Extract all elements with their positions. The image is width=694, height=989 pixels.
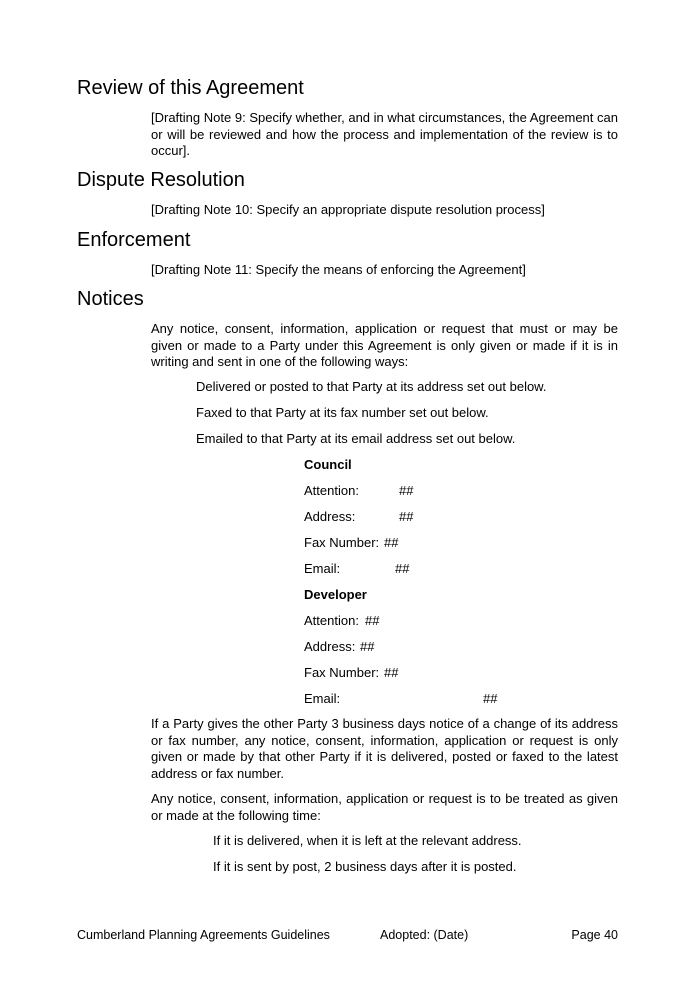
- notices-intro: Any notice, consent, information, application or request that must or may be given or made to a Party under this Agreement is only given or made if it is in writing and sent in one of the following ways:: [151, 321, 618, 369]
- council-email-label: Email:: [304, 561, 341, 576]
- developer-address-value: ##: [360, 639, 375, 654]
- council-fax-value: ##: [384, 535, 399, 550]
- timing-intro: Any notice, consent, information, application or request is to be treated as given or made at the following time:: [151, 791, 618, 823]
- developer-email-value: ##: [483, 691, 498, 706]
- dispute-drafting-note: [Drafting Note 10: Specify an appropriate dispute resolution process]: [151, 202, 545, 217]
- developer-fax-value: ##: [384, 665, 399, 680]
- council-address-value: ##: [399, 509, 414, 524]
- council-attention-label: Attention:: [304, 483, 359, 498]
- developer-title: Developer: [304, 587, 367, 602]
- notice-way-faxed: Faxed to that Party at its fax number set out below.: [196, 405, 489, 420]
- council-address-label: Address:: [304, 509, 356, 524]
- heading-enforcement: Enforcement: [77, 229, 191, 251]
- notice-way-delivered: Delivered or posted to that Party at its address set out below.: [196, 379, 547, 394]
- developer-attention-label: Attention:: [304, 613, 359, 628]
- timing-post: If it is sent by post, 2 business days after it is posted.: [213, 859, 517, 874]
- council-attention-value: ##: [399, 483, 414, 498]
- footer-page-number: Page 40: [571, 928, 618, 942]
- developer-address-label: Address:: [304, 639, 356, 654]
- change-of-address-paragraph: If a Party gives the other Party 3 business days notice of a change of its address or fax number, any notice, consent, information, application or request is only given or made by that other Party if it is delivered, posted or faxed to the latest address or fax number.: [151, 716, 618, 781]
- footer-adopted-date: Adopted: (Date): [380, 928, 469, 942]
- council-email-value: ##: [395, 561, 410, 576]
- footer-document-title: Cumberland Planning Agreements Guidelines: [77, 928, 330, 942]
- developer-fax-label: Fax Number:: [304, 665, 380, 680]
- enforcement-drafting-note: [Drafting Note 11: Specify the means of enforcing the Agreement]: [151, 262, 526, 277]
- heading-notices: Notices: [77, 288, 144, 310]
- heading-review: Review of this Agreement: [77, 77, 304, 99]
- council-title: Council: [304, 457, 352, 472]
- heading-dispute-resolution: Dispute Resolution: [77, 169, 245, 191]
- timing-delivered: If it is delivered, when it is left at the relevant address.: [213, 833, 522, 848]
- developer-email-label: Email:: [304, 691, 341, 706]
- review-drafting-note: [Drafting Note 9: Specify whether, and in what circumstances, the Agreement can or will be reviewed and how the process and implementation of the review is to occur].: [151, 110, 618, 158]
- notice-way-emailed: Emailed to that Party at its email address set out below.: [196, 431, 516, 446]
- council-fax-label: Fax Number:: [304, 535, 380, 550]
- developer-attention-value: ##: [365, 613, 380, 628]
